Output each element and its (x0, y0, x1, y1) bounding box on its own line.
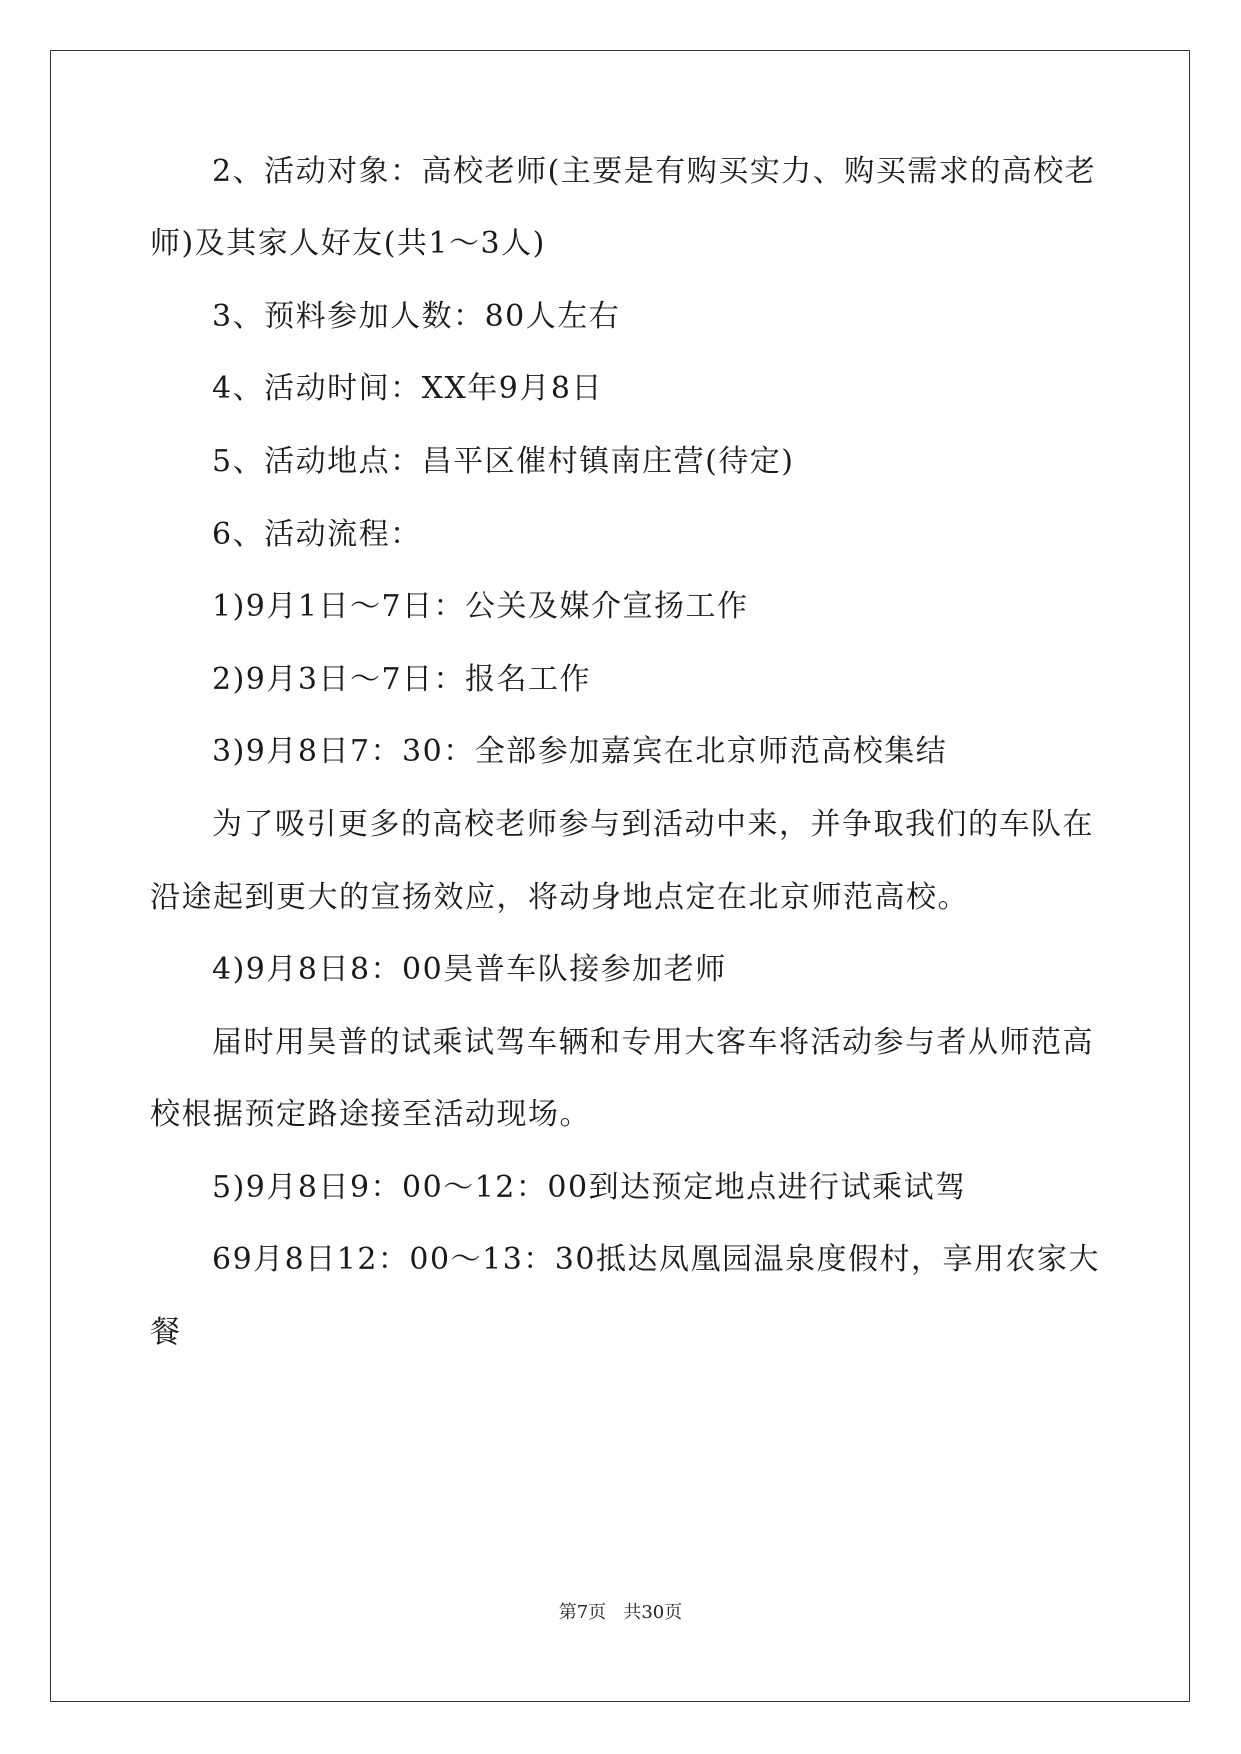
paragraph-line: 4)9月8日8：00昊普车队接参加老师 (212, 952, 727, 987)
page-number-footer: 第7页 共30页 (558, 1602, 683, 1623)
paragraph-line: 2、活动对象：高校老师(主要是有购买实力、购买需求的高校老 (212, 154, 1097, 189)
paragraph-line: 3)9月8日7：30：全部参加嘉宾在北京师范高校集结 (212, 734, 948, 769)
paragraph-line: 沿途起到更大的宣扬效应，将动身地点定在北京师范高校。 (150, 880, 969, 915)
paragraph-line: 届时用昊普的试乘试驾车辆和专用大客车将活动参与者从师范高 (212, 1025, 1094, 1060)
paragraph-line: 6、活动流程： (212, 517, 422, 552)
paragraph-line: 为了吸引更多的高校老师参与到活动中来，并争取我们的车队在 (212, 807, 1094, 842)
paragraph-line: 1)9月1日～7日：公关及媒介宣扬工作 (212, 589, 749, 624)
paragraph-line: 5)9月8日9：00～12：00到达预定地点进行试乘试驾 (212, 1170, 967, 1205)
paragraph-line: 3、预料参加人数：80人左右 (212, 299, 621, 334)
paragraph-line: 餐 (150, 1315, 182, 1350)
paragraph-line: 69月8日12：00～13：30抵达凤凰园温泉度假村，享用农家大 (212, 1242, 1100, 1277)
paragraph-line: 4、活动时间：XX年9月8日 (212, 371, 603, 406)
paragraph-line: 5、活动地点：昌平区催村镇南庄营(待定) (212, 444, 795, 479)
paragraph-line: 2)9月3日～7日：报名工作 (212, 662, 592, 697)
paragraph-line: 校根据预定路途接至活动现场。 (150, 1097, 591, 1132)
paragraph-line: 师)及其家人好友(共1～3人) (150, 226, 546, 261)
